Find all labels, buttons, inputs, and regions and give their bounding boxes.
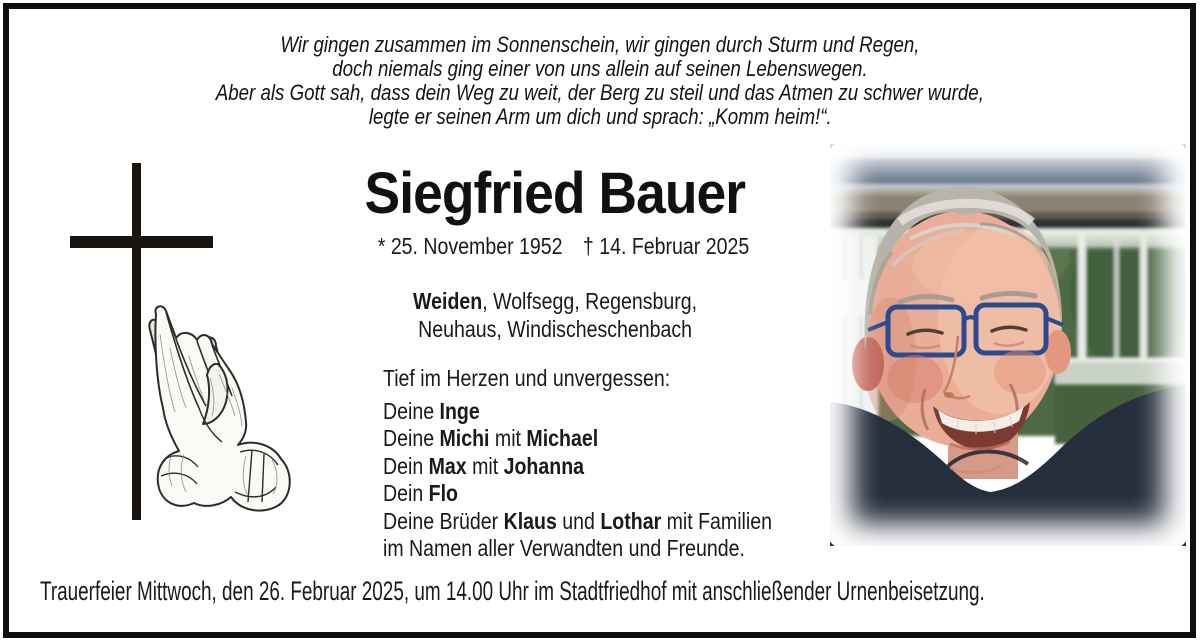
mourner-line: Deine Brüder Klaus und Lothar mit Familien bbox=[383, 507, 772, 534]
life-dates bbox=[345, 233, 765, 259]
places-list bbox=[345, 287, 765, 343]
place-weiden: Weiden bbox=[412, 288, 483, 314]
mourning-intro: Tief im Herzen und unvergessen: bbox=[383, 365, 671, 391]
birth-date: * 25. November 1952 bbox=[377, 233, 563, 259]
poem-line bbox=[0, 81, 1200, 105]
deceased-name: Siegfried Bauer bbox=[364, 161, 746, 226]
mourner-line: Deine Inge bbox=[383, 397, 480, 424]
poem-line-4: legte er seinen Arm um dich und sprach: „Komm heim!“. bbox=[368, 104, 832, 129]
cross-horizontal-bar bbox=[70, 236, 213, 248]
cross-vertical-bar bbox=[132, 163, 141, 520]
poem-line-2: doch niemals ging einer von uns allein auf seinen Lebenswegen. bbox=[332, 56, 868, 81]
mourner-line: im Namen aller Verwandten und Freunde. bbox=[383, 535, 745, 561]
death-date: † 14. Februar 2025 bbox=[582, 233, 750, 259]
places-line-2: Neuhaus, Windischeschenbach bbox=[418, 316, 692, 342]
funeral-info: Trauerfeier Mittwoch, den 26. Februar 2025, um 14.00 Uhr im Stadtfriedhof mit anschließender Urnenbeisetzung. bbox=[40, 576, 985, 606]
mourning-section bbox=[383, 365, 841, 563]
mourner-line: Dein Max mit Johanna bbox=[383, 452, 585, 479]
poem-line bbox=[0, 57, 1200, 81]
memorial-poem bbox=[0, 33, 1200, 129]
deceased-info bbox=[345, 161, 765, 343]
poem-line bbox=[0, 105, 1200, 129]
poem-line-3: Aber als Gott sah, dass dein Weg zu weit, der Berg zu steil und das Atmen zu schwer wurde, bbox=[215, 80, 985, 105]
portrait-photo bbox=[830, 144, 1186, 546]
places-line-1: Weiden, Wolfsegg, Regensburg, bbox=[412, 288, 697, 314]
poem-line bbox=[0, 33, 1200, 57]
mourner-line: Deine Michi mit Michael bbox=[383, 425, 599, 451]
praying-hands-icon bbox=[142, 304, 298, 522]
poem-line-1: Wir gingen zusammen im Sonnenschein, wir gingen durch Sturm und Regen, bbox=[280, 32, 920, 57]
mourners-list bbox=[383, 398, 841, 563]
mourner-line: Dein Flo bbox=[383, 480, 458, 506]
